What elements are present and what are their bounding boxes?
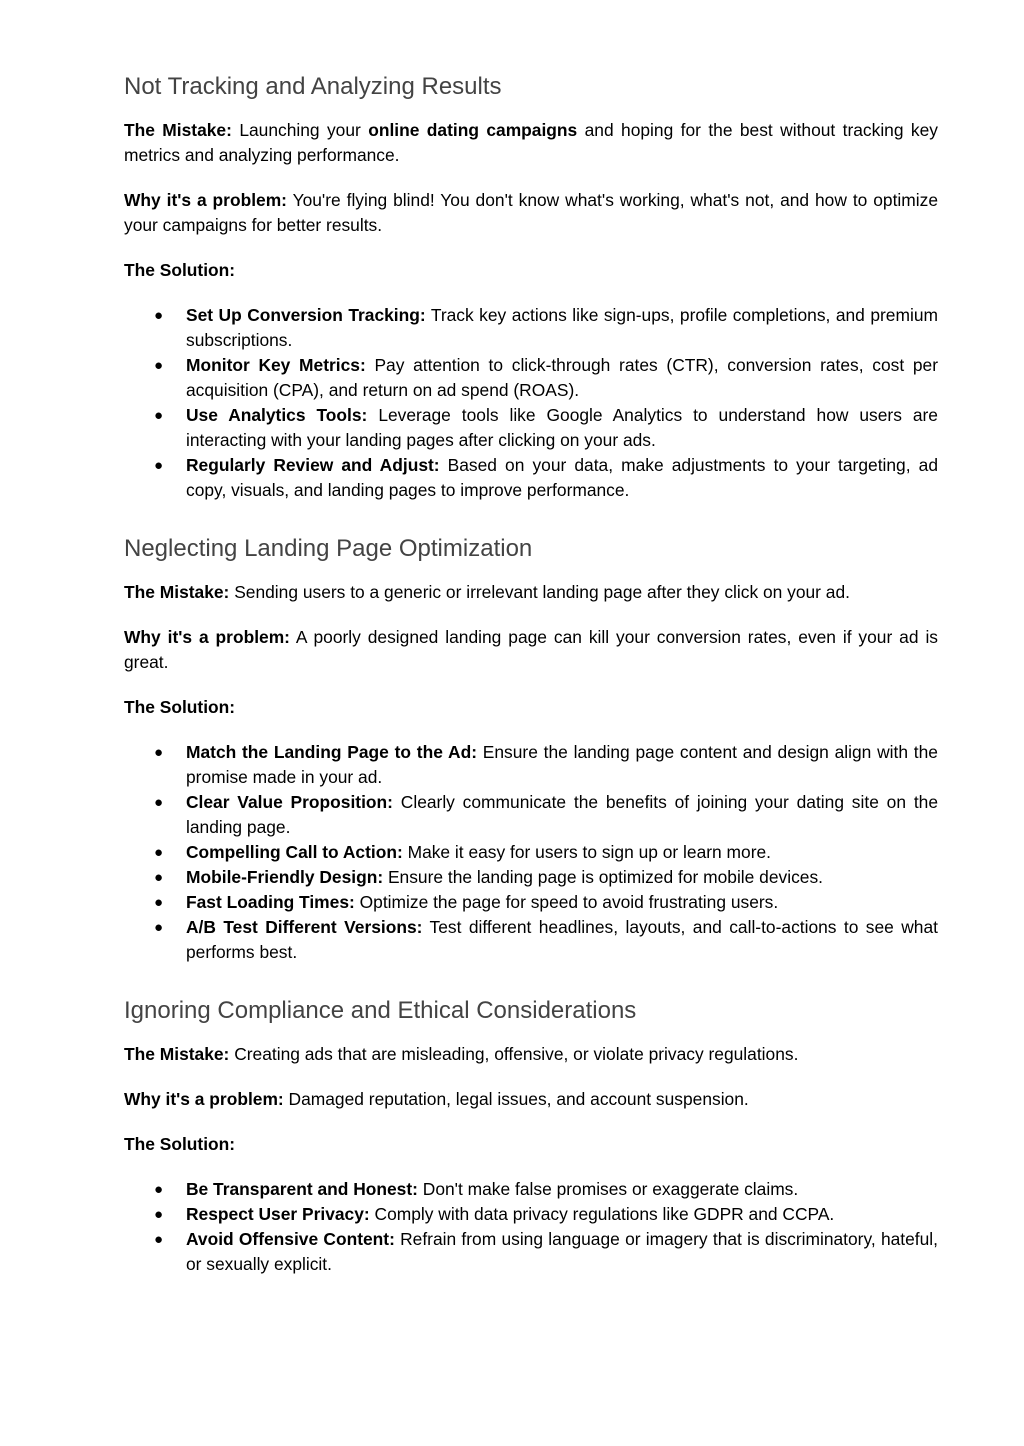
item-text: Test different headlines, layouts, and call-to-actions to see what performs best. (186, 917, 938, 962)
item-text: Make it easy for users to sign up or learn more. (407, 842, 772, 862)
bullet-icon: ● (154, 869, 164, 886)
bullet-icon: ● (154, 919, 164, 936)
item-text: Based on your data, make adjustments to your targeting, ad copy, visuals, and landing pages to improve performance. (186, 455, 938, 500)
solution-list (124, 303, 938, 503)
list-item (124, 353, 938, 403)
item-text: Ensure the landing page is optimized for mobile devices. (387, 867, 823, 887)
bullet-icon: ● (154, 844, 164, 861)
item-text: Optimize the page for speed to avoid frustrating users. (359, 892, 779, 912)
bullet-icon: ● (154, 407, 164, 424)
mistake-paragraph (124, 1042, 938, 1067)
list-item (124, 1202, 938, 1227)
bullet-icon: ● (154, 1181, 164, 1198)
problem-text: You're flying blind! You don't know what's working, what's not, and how to optimize your campaigns for better results. (124, 190, 938, 235)
mistake-paragraph (124, 118, 938, 168)
list-item (124, 840, 938, 865)
item-bold: Be Transparent and Honest: (186, 1179, 418, 1199)
mistake-text: Creating ads that are misleading, offensive, or violate privacy regulations. (234, 1044, 799, 1064)
solution-label-paragraph (124, 1132, 938, 1157)
item-bold: Use Analytics Tools: (186, 405, 368, 425)
problem-paragraph (124, 1087, 938, 1112)
bullet-icon: ● (154, 744, 164, 761)
mistake-paragraph (124, 580, 938, 605)
item-text: Pay attention to click-through rates (CTR), conversion rates, cost per acquisition (CPA), and return on ad spend (ROAS). (186, 355, 938, 400)
mistake-text-bold: online dating campaigns (368, 120, 578, 140)
solution-label: The Solution: (124, 260, 236, 280)
item-bold: Fast Loading Times: (186, 892, 355, 912)
list-item (124, 890, 938, 915)
item-text: Don't make false promises or exaggerate claims. (422, 1179, 799, 1199)
item-bold: Regularly Review and Adjust: (186, 455, 440, 475)
item-text: Track key actions like sign-ups, profile completions, and premium subscriptions. (186, 305, 938, 350)
section-compliance (124, 996, 938, 1277)
list-item (124, 790, 938, 840)
item-bold: Monitor Key Metrics: (186, 355, 366, 375)
list-item (124, 403, 938, 453)
mistake-text: Sending users to a generic or irrelevant landing page after they click on your ad. (234, 582, 850, 602)
section-tracking (124, 72, 938, 503)
solution-label: The Solution: (124, 1134, 236, 1154)
item-text: Refrain from using language or imagery that is discriminatory, hateful, or sexually explicit. (186, 1229, 938, 1274)
problem-text: Damaged reputation, legal issues, and account suspension. (288, 1089, 749, 1109)
solution-label-paragraph (124, 258, 938, 283)
solution-list (124, 740, 938, 965)
list-item (124, 740, 938, 790)
section-heading: Neglecting Landing Page Optimization (124, 535, 533, 562)
problem-text: A poorly designed landing page can kill your conversion rates, even if your ad is great. (124, 627, 939, 672)
problem-paragraph (124, 188, 938, 238)
item-text: Clearly communicate the benefits of joining your dating site on the landing page. (186, 792, 938, 837)
list-item (124, 303, 938, 353)
mistake-label: The Mistake: (124, 120, 232, 140)
solution-label: The Solution: (124, 697, 236, 717)
bullet-icon: ● (154, 457, 164, 474)
item-text: Ensure the landing page content and design align with the promise made in your ad. (186, 742, 938, 787)
item-bold: Clear Value Proposition: (186, 792, 393, 812)
item-bold: Avoid Offensive Content: (186, 1229, 395, 1249)
mistake-label: The Mistake: (124, 1044, 230, 1064)
item-bold: Respect User Privacy: (186, 1204, 370, 1224)
section-heading: Ignoring Compliance and Ethical Considerations (124, 997, 637, 1024)
list-item (124, 1227, 938, 1277)
mistake-text-pre: Launching your (239, 120, 361, 140)
problem-label: Why it's a problem: (124, 190, 287, 210)
item-text: Leverage tools like Google Analytics to understand how users are interacting with your landing pages after clicking on your ads. (186, 405, 938, 450)
solution-label-paragraph (124, 695, 938, 720)
item-bold: Set Up Conversion Tracking: (186, 305, 426, 325)
section-heading: Not Tracking and Analyzing Results (124, 73, 502, 100)
mistake-text-post: and hoping for the best without tracking key metrics and analyzing performance. (124, 120, 938, 165)
bullet-icon: ● (154, 894, 164, 911)
item-bold: Compelling Call to Action: (186, 842, 403, 862)
item-bold: Match the Landing Page to the Ad: (186, 742, 477, 762)
bullet-icon: ● (154, 307, 164, 324)
list-item (124, 865, 938, 890)
problem-label: Why it's a problem: (124, 627, 290, 647)
problem-label: Why it's a problem: (124, 1089, 284, 1109)
list-item (124, 453, 938, 503)
list-item (124, 1177, 938, 1202)
item-text: Comply with data privacy regulations like GDPR and CCPA. (374, 1204, 835, 1224)
list-item (124, 915, 938, 965)
item-bold: A/B Test Different Versions: (186, 917, 423, 937)
problem-paragraph (124, 625, 938, 675)
bullet-icon: ● (154, 794, 164, 811)
bullet-icon: ● (154, 357, 164, 374)
solution-list (124, 1177, 938, 1277)
bullet-icon: ● (154, 1231, 164, 1248)
section-landing-page (124, 534, 938, 965)
mistake-label: The Mistake: (124, 582, 230, 602)
bullet-icon: ● (154, 1206, 164, 1223)
item-bold: Mobile-Friendly Design: (186, 867, 384, 887)
